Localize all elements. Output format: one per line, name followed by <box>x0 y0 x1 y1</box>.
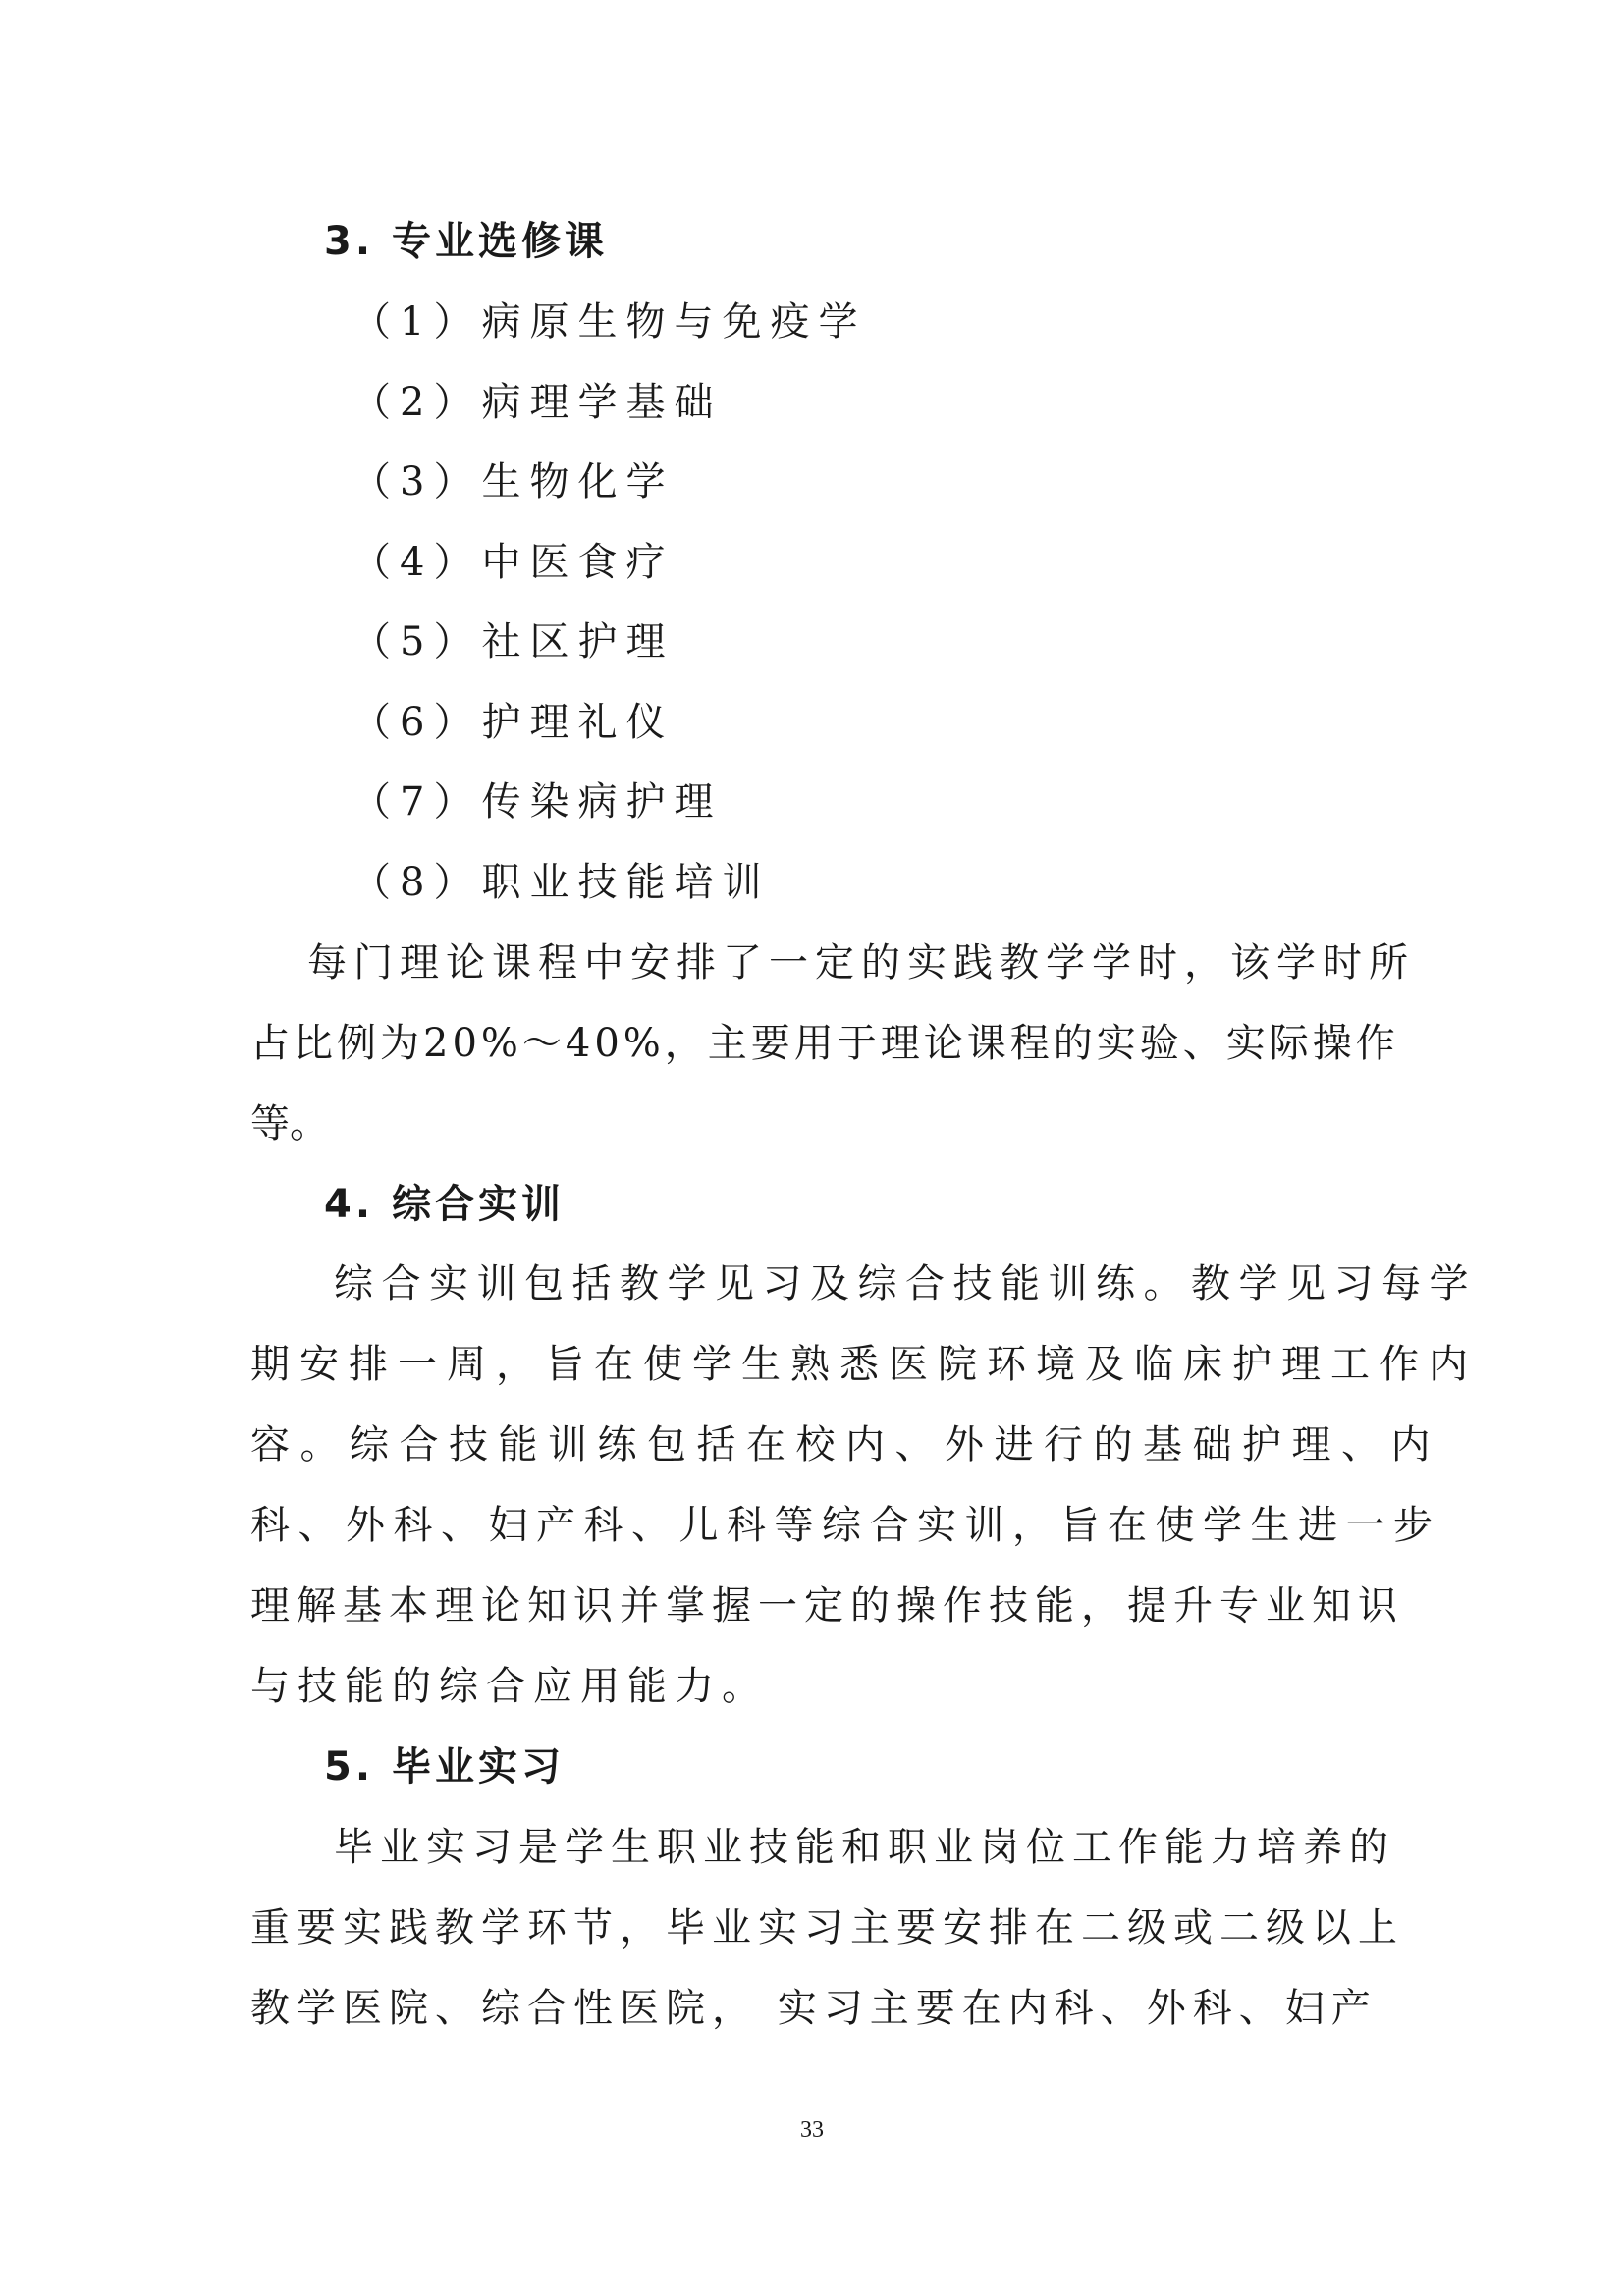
paragraph-line: 容。综合技能训练包括在校内、外进行的基础护理、内 <box>250 1422 1440 1468</box>
paragraph-line: 占比例为20%～40%，主要用于理论课程的实验、实际操作 <box>250 1021 1399 1066</box>
paragraph-line: 科、外科、妇产科、儿科等综合实训，旨在使学生进一步 <box>250 1503 1441 1548</box>
paragraph-line: 等。 <box>250 1101 329 1147</box>
list-item: （3）生物化学 <box>352 459 675 505</box>
paragraph-line: 理解基本理论知识并掌握一定的操作技能，提升专业知识 <box>250 1583 1404 1629</box>
paragraph-line: 重要实践教学环节，毕业实习主要安排在二级或二级以上 <box>250 1905 1404 1950</box>
paragraph-line: 教学医院、综合性医院， 实习主要在内科、外科、妇产 <box>250 1986 1378 2031</box>
list-item: （4）中医食疗 <box>352 540 675 585</box>
page-number: 33 <box>800 2117 824 2143</box>
paragraph-line: 每门理论课程中安排了一定的实践教学学时，该学时所 <box>307 940 1415 986</box>
section-heading-electives: 3. 专业选修课 <box>324 219 608 264</box>
section-heading-practical-training: 4. 综合实训 <box>324 1182 565 1227</box>
list-item: （2）病理学基础 <box>352 380 723 425</box>
paragraph-line: 期安排一周，旨在使学生熟悉医院环境及临床护理工作内 <box>250 1342 1478 1387</box>
list-item: （8）职业技能培训 <box>352 860 771 905</box>
paragraph-line: 与技能的综合应用能力。 <box>250 1664 769 1709</box>
paragraph-line: 综合实训包括教学见习及综合技能训练。教学见习每学 <box>334 1261 1477 1307</box>
list-item: （6）护理礼仪 <box>352 700 675 745</box>
list-item: （1）病原生物与免疫学 <box>352 299 867 345</box>
list-item: （7）传染病护理 <box>352 779 723 825</box>
paragraph-line: 毕业实习是学生职业技能和职业岗位工作能力培养的 <box>334 1825 1395 1870</box>
section-heading-graduation-internship: 5. 毕业实习 <box>324 1744 565 1789</box>
list-item: （5）社区护理 <box>352 619 675 665</box>
